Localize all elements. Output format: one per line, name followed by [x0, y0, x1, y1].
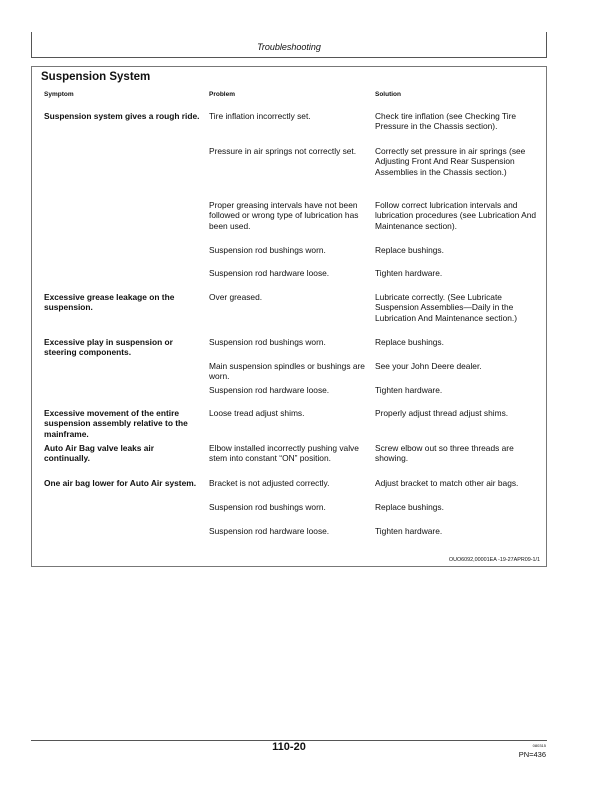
- table-row-solution: Screw elbow out so three threads are showing.: [375, 443, 514, 464]
- table-row-symptom: Excessive grease leakage on the suspension.: [44, 292, 175, 313]
- footer-pn: PN=436: [518, 750, 546, 759]
- table-row-solution: Properly adjust thread adjust shims.: [375, 408, 509, 418]
- footer-small-code: 080315: [532, 743, 546, 748]
- table-row-solution: Correctly set pressure in air springs (see Adjusting Front And Rear Suspension Assemblies in the Chassis section.): [375, 146, 526, 177]
- table-row-problem: Suspension rod hardware loose.: [209, 526, 330, 536]
- column-header-symptom: Symptom: [44, 91, 74, 98]
- table-row-solution: Lubricate correctly. (See Lubricate Suspension Assemblies—Daily in the Lubrication And Maintenance section.): [375, 292, 517, 323]
- table-row-solution: Replace bushings.: [375, 337, 444, 347]
- header-bottom-rule: [31, 57, 547, 58]
- section-title: Suspension System: [41, 71, 151, 83]
- table-row-solution: Replace bushings.: [375, 502, 444, 512]
- table-row-solution: Tighten hardware.: [375, 526, 443, 536]
- table-row-problem: Suspension rod bushings worn.: [209, 245, 326, 255]
- table-row-symptom: Excessive play in suspension or steering components.: [44, 337, 173, 358]
- table-row-solution: Follow correct lubrication intervals and lubrication procedures (see Lubrication And Maintenance section).: [375, 200, 537, 231]
- table-row-problem: Suspension rod bushings worn.: [209, 502, 326, 512]
- table-row-problem: Main suspension spindles or bushings are worn.: [209, 361, 365, 382]
- table-row-problem: Pressure in air springs not correctly set.: [209, 146, 357, 156]
- table-row-solution: See your John Deere dealer.: [375, 361, 482, 371]
- table-row-solution: Tighten hardware.: [375, 268, 443, 278]
- table-row-solution: Adjust bracket to match other air bags.: [375, 478, 519, 488]
- document-reference-code: OUO6092,00001EA -19-27APR09-1/1: [448, 557, 540, 563]
- header-title: Troubleshooting: [257, 42, 321, 52]
- table-row-problem: Bracket is not adjusted correctly.: [209, 478, 330, 488]
- column-header-problem: Problem: [209, 91, 236, 98]
- table-row-symptom: Auto Air Bag valve leaks air continually.: [44, 443, 155, 464]
- column-header-solution: Solution: [375, 91, 401, 98]
- table-row-problem: Suspension rod hardware loose.: [209, 385, 330, 395]
- table-row-problem: Elbow installed incorrectly pushing valve stem into constant “ON” position.: [209, 443, 359, 464]
- page-number: 110-20: [272, 741, 306, 753]
- table-row-problem: Tire inflation incorrectly set.: [209, 111, 311, 121]
- table-row-solution: Replace bushings.: [375, 245, 444, 255]
- table-row-problem: Over greased.: [209, 292, 263, 302]
- table-row-problem: Suspension rod bushings worn.: [209, 337, 326, 347]
- table-row-solution: Tighten hardware.: [375, 385, 443, 395]
- table-row-symptom: One air bag lower for Auto Air system.: [44, 478, 197, 488]
- table-row-problem: Proper greasing intervals have not been followed or wrong type of lubrication has been used.: [209, 200, 359, 231]
- table-row-problem: Loose tread adjust shims.: [209, 408, 305, 418]
- table-row-solution: Check tire inflation (see Checking Tire Pressure in the Chassis section).: [375, 111, 517, 132]
- table-row-symptom: Suspension system gives a rough ride.: [44, 111, 200, 121]
- table-row-symptom: Excessive movement of the entire suspension assembly relative to the mainframe.: [44, 408, 188, 439]
- table-row-problem: Suspension rod hardware loose.: [209, 268, 330, 278]
